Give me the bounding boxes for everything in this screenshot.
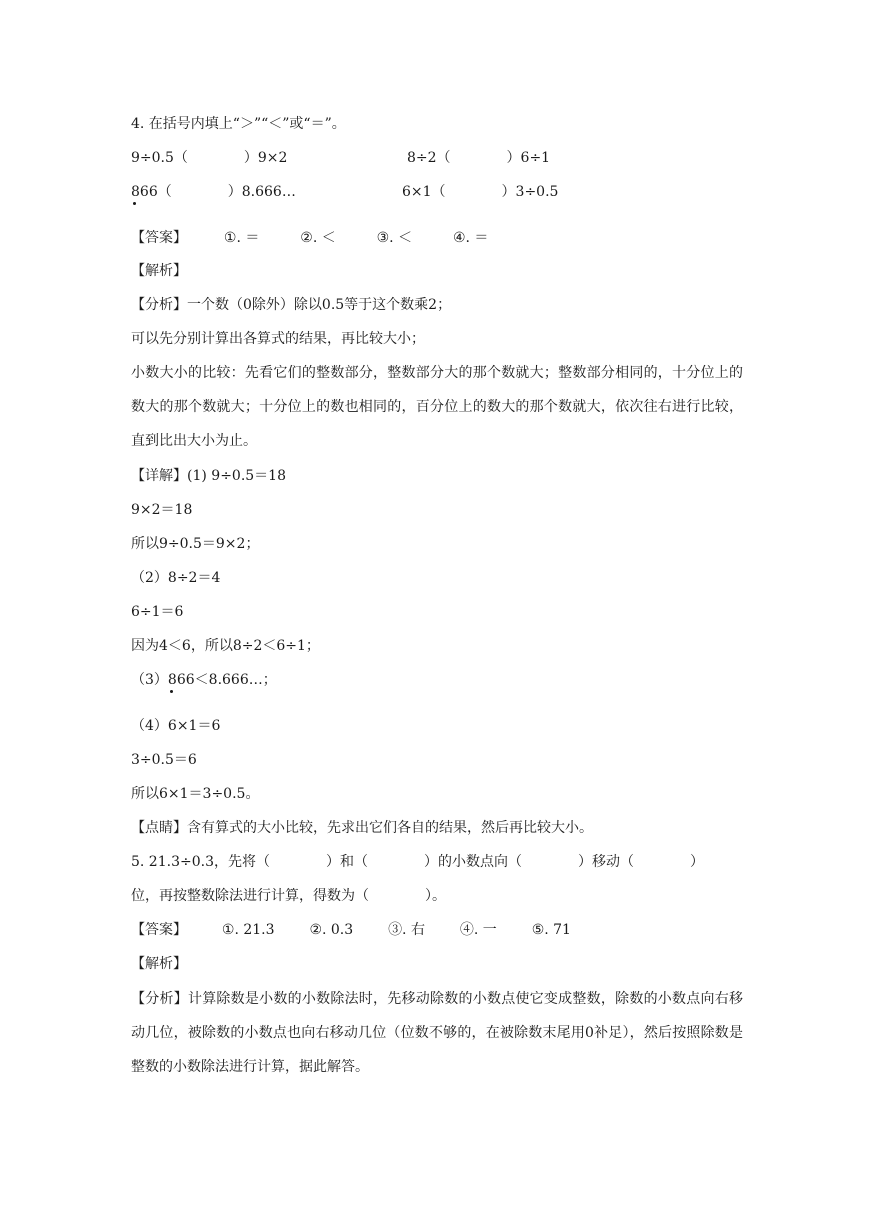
q4-compare-paragraph: 小数大小的比较：先看它们的整数部分，整数部分大的那个数就大；整数部分相同的，十分位上的数大的那个数就大；十分位上的数也相同的，百分位上的数大的那个数就大，依次往右进行比较，直到比出大小为止。 [131, 365, 743, 449]
q4-detail-4: （2）8÷2＝4 [131, 570, 221, 586]
answer-3: ③. 右 [388, 922, 425, 938]
answer-1: ①. ＝ [223, 230, 260, 246]
answer-1: ①. 21.3 [221, 922, 275, 938]
repeating-dot-mark [133, 202, 136, 205]
q4-line-a: 可以先分别计算出各算式的结果，再比较大小； [131, 331, 425, 347]
q5-stem-line1: 5. 21.3÷0.3，先将（ ）和（ ）的小数点向（ ）移动（ ） [131, 854, 704, 870]
q4-detail-6: 因为4＜6，所以8÷2＜6÷1； [131, 638, 320, 654]
q4-detail-5: 6÷1＝6 [131, 604, 184, 620]
dotted-digit: 8 [131, 182, 140, 202]
q4-row2-left: 8 66（ ）8.666… [131, 182, 296, 202]
q4-detail-1: 【详解】(1) 9÷0.5＝18 [131, 468, 286, 484]
q4-detail-7: （3）8 66＜8.666…； [131, 670, 277, 690]
q4-detail-3: 所以9÷0.5＝9×2； [131, 536, 260, 552]
q5-stem-line2: 位，再按整数除法进行计算，得数为（ ）。 [131, 888, 446, 904]
answer-label: 【答案】 [131, 230, 187, 246]
q4-row1-left: 9÷0.5（ ）9×2 [131, 150, 288, 166]
q5-fenxi-paragraph: 【分析】计算除数是小数的小数除法时，先移动除数的小数点使它变成整数，除数的小数点向右移动几位，被除数的小数点也向右移动几位（位数不够的，在被除数末尾用0补足），然后按照除数是整数的小数除法进行计算，据此解答。 [131, 991, 743, 1075]
answer-2: ②. 0.3 [309, 922, 354, 938]
q5-answer-row [131, 920, 571, 940]
answer-4: ④. ＝ [452, 230, 489, 246]
answer-4: ④. 一 [459, 922, 497, 938]
answer-2: ②. ＜ [300, 230, 336, 246]
q4-detail-2: 9×2＝18 [131, 502, 193, 518]
q4-row1-right: 8÷2（ ）6÷1 [407, 150, 551, 166]
answer-5: ⑤. 71 [531, 922, 571, 938]
q4-detail-9: 3÷0.5＝6 [131, 752, 197, 768]
answer-3: ③. ＜ [376, 230, 413, 246]
q4-analysis-label: 【解析】 [131, 263, 187, 279]
q5-analysis-label: 【解析】 [131, 956, 187, 972]
q4-detail-8: （4）6×1＝6 [131, 718, 221, 734]
q4-answer-row [131, 228, 488, 248]
answer-label: 【答案】 [131, 922, 187, 938]
q4-fenxi: 【分析】一个数（0除外）除以0.5等于这个数乘2； [131, 297, 452, 313]
q4-detail-10: 所以6×1＝3÷0.5。 [131, 786, 260, 802]
repeating-dot-mark [170, 690, 173, 693]
q4-stem: 4. 在括号内填上“＞”“＜”或“＝”。 [131, 116, 346, 132]
q4-dianjing: 【点睛】含有算式的大小比较，先求出它们各自的结果，然后再比较大小。 [131, 820, 593, 836]
dotted-digit: 8 [168, 670, 177, 690]
q4-row2-right: 6×1（ ）3÷0.5 [402, 184, 559, 200]
